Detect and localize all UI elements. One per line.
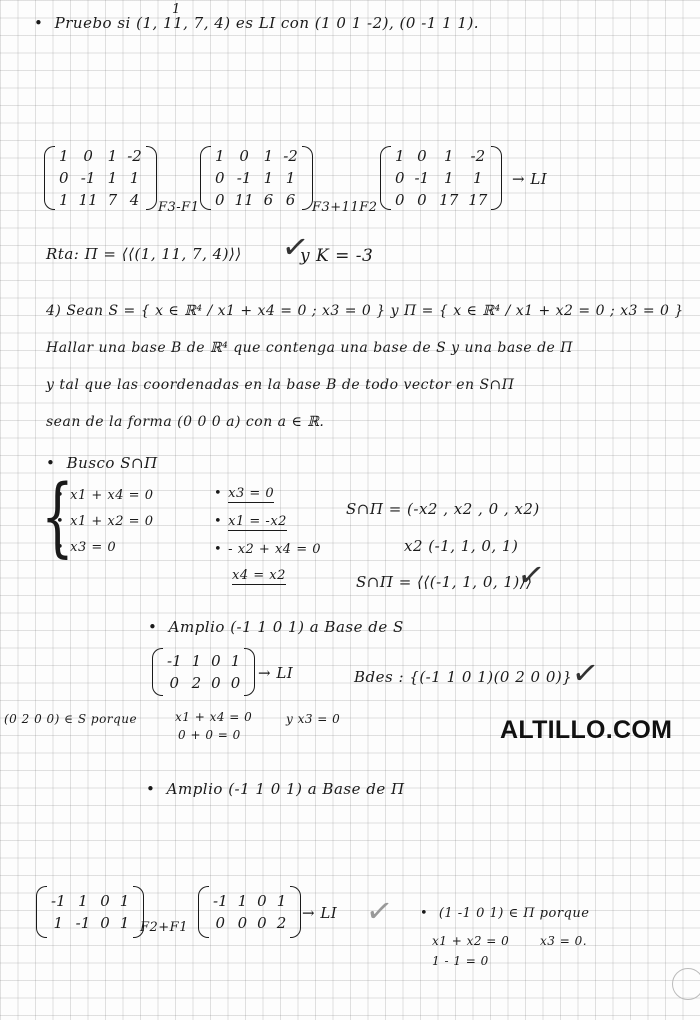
intersection-span: S∩Π = ⟨⟨(-1, 1, 0, 1)⟩⟩ [356,573,533,591]
matrix-4 [152,648,255,696]
matrix-cell: 17 [468,191,488,209]
matrix-left-bracket [380,146,391,210]
eq-text: - x2 + x4 = 0 [228,542,321,557]
li-result-1: → LI [512,170,548,188]
matrix-cell: -2 [127,147,142,165]
matrix-cell: 1 [53,914,64,932]
matrix-cell: 0 [237,914,248,932]
matrix-cell: 0 [100,892,110,910]
matrix-cell: -1 [75,914,91,932]
system2-eq2 [214,514,287,529]
matrix-cell: 11 [78,191,98,209]
matrix-cell: 0 [257,892,267,910]
system1-eq3 [56,540,116,555]
matrix-right-bracket [244,648,255,696]
matrix-cell: 17 [439,191,459,209]
matrix-cell: 0 [417,147,427,165]
pi-eq2: x3 = 0. [540,934,588,948]
matrix-cell: 1 [473,169,483,187]
matrix-cell: 1 [107,147,118,165]
pi-membership-text: (1 -1 0 1) ∈ Π porque [438,906,590,921]
justify-eq1: x1 + x4 = 0 [175,710,253,724]
matrix-cell: 0 [59,169,69,187]
matrix-6 [198,886,301,938]
matrix-left-bracket [200,146,211,210]
matrix-cell: 4 [129,191,140,209]
eq-text: x4 = x2 [232,568,286,583]
checkmark-icon: ✓ [363,890,396,932]
matrix-cell: -1 [80,169,96,187]
matrix-right-bracket [290,886,301,938]
problem4-line3: y tal que las coordenadas en la base B de todo vector en S∩Π [46,377,515,393]
base-s: Bdes : {(-1 1 0 1)(0 2 0 0)} [354,668,573,686]
amplio-pi-text: Amplio (-1 1 0 1) a Base de Π [166,780,405,798]
amplio-s-text: Amplio (-1 1 0 1) a Base de S [168,618,404,636]
matrix-cell: 0 [395,191,405,209]
eq-text: x3 = 0 [228,486,275,501]
matrix-cell: 2 [191,674,202,692]
matrix-cell: 1 [129,169,140,187]
justify-line: (0 2 0 0) ∈ S porque [4,712,138,726]
matrix-cell: 0 [417,191,427,209]
matrix-left-bracket [198,886,209,938]
matrix-cell: 1 [59,147,69,165]
k-value: y K = -3 [300,246,374,266]
page-corner-curl [672,968,700,1000]
matrix-6-grid [209,892,290,932]
matrix-cell: 0 [257,914,267,932]
matrix-cell: 1 [119,914,130,932]
matrix-cell: 0 [211,652,221,670]
matrix-cell: 0 [83,147,93,165]
matrix-cell: 0 [211,674,221,692]
system-brace: { [40,467,74,567]
matrix-cell: 11 [234,191,254,209]
matrix-cell: 1 [395,147,405,165]
problem4-line1: 4) Sean S = { x ∈ ℝ⁴ / x1 + x4 = 0 ; x3 = 0 } y Π = { x ∈ ℝ⁴ / x1 + x2 = 0 ; x3 = 0 } [46,303,684,319]
eq-text: x3 = 0 [70,540,117,555]
eq-text: x1 + x4 = 0 [70,488,154,503]
eq-text: x1 = -x2 [228,514,287,529]
matrix-cell: 0 [215,191,225,209]
system1-eq1 [56,488,153,503]
li-result-2: → LI [258,664,294,682]
matrix-cell: -1 [213,892,228,910]
matrix-cell: -1 [414,169,430,187]
matrix-cell: 0 [239,147,249,165]
matrix-cell: 1 [78,892,88,910]
matrix-1-grid [55,147,146,209]
intro-line [34,14,479,32]
checkmark-icon: ✓ [569,652,602,694]
matrix-cell: 1 [237,892,248,910]
matrix-2 [200,146,313,210]
matrix-3-grid [391,147,491,209]
justify-eq2: 0 + 0 = 0 [178,728,241,742]
matrix-left-bracket [152,648,163,696]
matrix-5 [36,886,144,938]
matrix-cell: 1 [191,652,202,670]
intersection-general: S∩Π = (-x2 , x2 , 0 , x2) [346,500,540,518]
site-watermark: ALTILLO.COM [500,716,673,744]
matrix-cell: 1 [215,147,225,165]
amplio-pi-line [146,780,405,798]
system1-eq2 [56,514,153,529]
matrix-cell: 0 [215,914,226,932]
matrix-1 [44,146,157,210]
li-result-3: → LI [302,904,338,922]
problem4-line4: sean de la forma (0 0 0 a) con a ∈ ℝ. [46,414,325,430]
matrix-cell: 0 [100,914,110,932]
amplio-s-line [148,618,404,636]
row-op-1: F3-F1 [158,200,200,215]
system2-eq4 [232,568,286,583]
matrix-cell: -1 [236,169,252,187]
matrix-cell: 7 [107,191,118,209]
matrix-right-bracket [146,146,157,210]
system2-eq3 [214,542,321,557]
answer-line: Rta: Π = ⟨⟨(1, 11, 7, 4)⟩⟩ [46,245,242,263]
matrix-cell: 1 [230,652,241,670]
pi-eq3: 1 - 1 = 0 [432,954,489,968]
matrix-cell: -1 [167,652,182,670]
matrix-cell: 0 [169,674,180,692]
matrix-cell: -1 [51,892,66,910]
matrix-cell: 6 [285,191,296,209]
matrix-cell: 0 [230,674,241,692]
matrix-cell: 1 [263,147,274,165]
problem4-line2: Hallar una base B de ℝ⁴ que contenga una base de S y una base de Π [46,340,573,356]
matrix-cell: 6 [263,191,274,209]
system2-eq1 [214,486,274,501]
matrix-3 [380,146,502,210]
pi-eq1: x1 + x2 = 0 [432,934,510,948]
eq-text: x1 + x2 = 0 [70,514,154,529]
intro-text: Pruebo si (1, 11, 7, 4) es LI con (1 0 1 -2), (0 -1 1 1). [54,14,480,32]
matrix-cell: 2 [276,914,287,932]
matrix-cell: 1 [119,892,130,910]
matrix-left-bracket [44,146,55,210]
matrix-cell: 1 [263,169,274,187]
matrix-cell: 1 [443,147,454,165]
matrix-cell: -2 [283,147,298,165]
matrix-cell: 1 [276,892,287,910]
matrix-cell: -2 [470,147,486,165]
matrix-cell: 1 [285,169,296,187]
intersection-factored: x2 (-1, 1, 0, 1) [404,537,519,555]
matrix-right-bracket [491,146,502,210]
matrix-cell: 1 [107,169,118,187]
matrix-cell: 1 [443,169,454,187]
matrix-cell: 0 [395,169,405,187]
intro-superscript: 1 [172,2,181,17]
checkmark-icon: ✓ [279,226,312,268]
checkmark-icon: ✓ [515,554,548,596]
row-op-2: F3+11F2 [312,200,378,215]
matrix-left-bracket [36,886,47,938]
row-op-3: F2+F1 [140,920,188,935]
matrix-5-grid [47,892,133,932]
matrix-2-grid [211,147,302,209]
matrix-cell: 1 [59,191,69,209]
busco-text: Busco S∩Π [66,454,158,472]
justify-eq3: y x3 = 0 [286,712,341,726]
pi-membership-line [420,906,589,921]
matrix-4-grid [163,652,244,692]
matrix-cell: 0 [215,169,225,187]
